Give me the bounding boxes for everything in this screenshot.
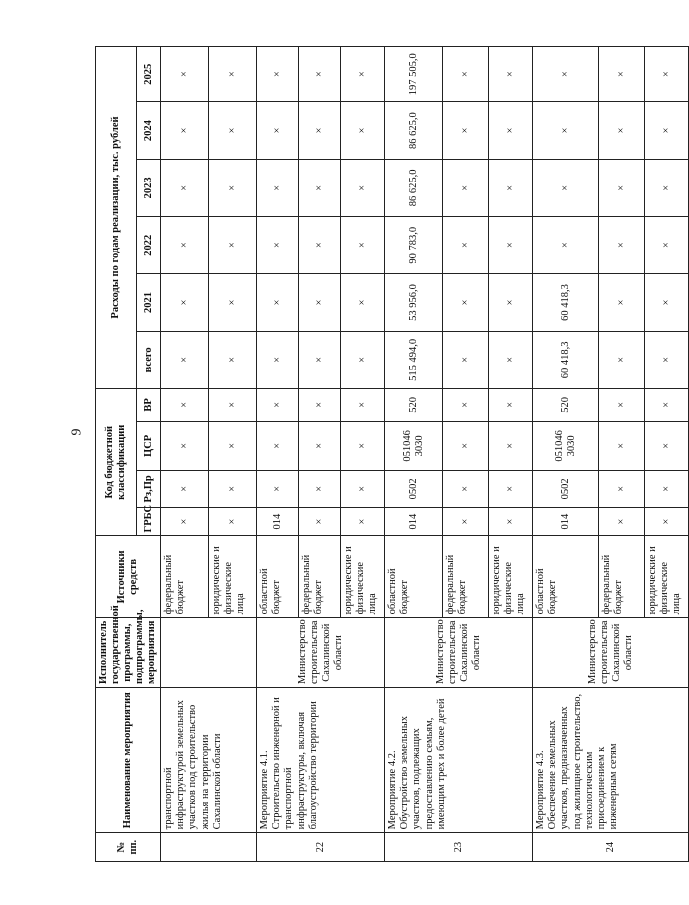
cell-csr: × bbox=[257, 421, 299, 470]
cell-rzpr: 0502 bbox=[385, 470, 443, 507]
table-header bbox=[96, 47, 161, 862]
cell-total: 515 494,0 bbox=[385, 331, 443, 388]
cell-y2022: × bbox=[209, 217, 257, 274]
measure-name: Мероприятие 4.1. Строительство инженерной и транспортной инфраструктуры, включая благоустройство территории bbox=[257, 687, 385, 832]
cell-vr: × bbox=[341, 389, 385, 422]
header-vr: ВР bbox=[137, 389, 161, 422]
cell-y2021: × bbox=[443, 274, 489, 331]
cell-y2025: × bbox=[299, 47, 341, 102]
cell-y2023: 86 625,0 bbox=[385, 159, 443, 216]
cell-grbs: 014 bbox=[385, 507, 443, 536]
cell-vr: × bbox=[299, 389, 341, 422]
cell-total: × bbox=[489, 331, 533, 388]
cell-rzpr: × bbox=[299, 470, 341, 507]
cell-vr: 520 bbox=[385, 389, 443, 422]
cell-vr: × bbox=[209, 389, 257, 422]
funding-source: федеральный бюджет bbox=[299, 536, 341, 618]
cell-vr: × bbox=[161, 389, 209, 422]
cell-y2025: × bbox=[645, 47, 689, 102]
row-number: 24 bbox=[533, 833, 689, 862]
cell-csr: × bbox=[341, 421, 385, 470]
cell-rzpr: × bbox=[443, 470, 489, 507]
budget-table bbox=[95, 46, 689, 862]
funding-source: юридические и физические лица bbox=[341, 536, 385, 618]
cell-csr: 051046 3030 bbox=[533, 421, 599, 470]
cell-vr: × bbox=[443, 389, 489, 422]
cell-csr: × bbox=[489, 421, 533, 470]
cell-y2023: × bbox=[209, 159, 257, 216]
cell-y2024: × bbox=[645, 102, 689, 159]
cell-grbs: × bbox=[299, 507, 341, 536]
cell-y2021: × bbox=[209, 274, 257, 331]
header-grbs: ГРБС bbox=[137, 507, 161, 536]
cell-y2024: × bbox=[443, 102, 489, 159]
cell-y2025: × bbox=[533, 47, 599, 102]
cell-total: × bbox=[443, 331, 489, 388]
row-number: 23 bbox=[385, 833, 533, 862]
cell-y2021: × bbox=[489, 274, 533, 331]
cell-csr: × bbox=[299, 421, 341, 470]
cell-y2022: × bbox=[299, 217, 341, 274]
executor: Министерство строительства Сахалинской области bbox=[385, 618, 533, 688]
funding-source: юридические и физические лица bbox=[489, 536, 533, 618]
cell-csr: × bbox=[209, 421, 257, 470]
cell-y2021: 53 956,0 bbox=[385, 274, 443, 331]
cell-y2025: × bbox=[489, 47, 533, 102]
executor bbox=[161, 618, 257, 688]
header-num: № пп. bbox=[96, 833, 161, 862]
cell-y2022: × bbox=[645, 217, 689, 274]
cell-grbs: × bbox=[645, 507, 689, 536]
cell-total: × bbox=[299, 331, 341, 388]
measure-name: транспортной инфраструктурой земельных участков под строительство жилья на территории Сахалинской области bbox=[161, 687, 257, 832]
cell-rzpr: × bbox=[257, 470, 299, 507]
cell-y2025: × bbox=[341, 47, 385, 102]
cell-total: × bbox=[257, 331, 299, 388]
header-2024: 2024 bbox=[137, 102, 161, 159]
header-expenses: Расходы по годам реализации, тыс. рублей bbox=[96, 47, 137, 389]
table-row bbox=[161, 47, 209, 862]
table-row bbox=[533, 47, 599, 862]
cell-rzpr: × bbox=[599, 470, 645, 507]
cell-grbs: × bbox=[161, 507, 209, 536]
cell-total: × bbox=[161, 331, 209, 388]
funding-source: областной бюджет bbox=[533, 536, 599, 618]
cell-grbs: × bbox=[341, 507, 385, 536]
measure-name: Мероприятие 4.3. Обеспечение земельных участков, предназначенных под жилищное строительство, технологическим присоединением к инженерным сетям bbox=[533, 687, 689, 832]
cell-vr: × bbox=[489, 389, 533, 422]
cell-vr: × bbox=[645, 389, 689, 422]
cell-y2024: × bbox=[209, 102, 257, 159]
cell-rzpr: × bbox=[645, 470, 689, 507]
cell-y2022: × bbox=[443, 217, 489, 274]
cell-csr: 051046 3030 bbox=[385, 421, 443, 470]
cell-y2025: 197 505,0 bbox=[385, 47, 443, 102]
cell-y2025: × bbox=[257, 47, 299, 102]
cell-y2023: × bbox=[533, 159, 599, 216]
cell-grbs: × bbox=[599, 507, 645, 536]
cell-y2021: × bbox=[599, 274, 645, 331]
cell-y2023: × bbox=[645, 159, 689, 216]
funding-source: областной бюджет bbox=[257, 536, 299, 618]
funding-source: федеральный бюджет bbox=[599, 536, 645, 618]
header-sources: Источники средств bbox=[96, 536, 161, 618]
cell-total: 60 418,3 bbox=[533, 331, 599, 388]
cell-y2025: × bbox=[599, 47, 645, 102]
cell-y2021: × bbox=[299, 274, 341, 331]
cell-vr: 520 bbox=[533, 389, 599, 422]
cell-grbs: 014 bbox=[257, 507, 299, 536]
cell-y2024: × bbox=[299, 102, 341, 159]
header-csr: ЦСР bbox=[137, 421, 161, 470]
cell-rzpr: × bbox=[161, 470, 209, 507]
cell-rzpr: × bbox=[341, 470, 385, 507]
cell-y2022: × bbox=[599, 217, 645, 274]
funding-source: юридические и физические лица bbox=[209, 536, 257, 618]
cell-y2022: × bbox=[341, 217, 385, 274]
cell-grbs: 014 bbox=[533, 507, 599, 536]
cell-grbs: × bbox=[489, 507, 533, 536]
cell-y2024: × bbox=[489, 102, 533, 159]
cell-csr: × bbox=[599, 421, 645, 470]
cell-total: × bbox=[209, 331, 257, 388]
cell-y2024: × bbox=[599, 102, 645, 159]
cell-y2021: 60 418,3 bbox=[533, 274, 599, 331]
cell-total: × bbox=[599, 331, 645, 388]
cell-y2023: × bbox=[341, 159, 385, 216]
cell-y2023: × bbox=[489, 159, 533, 216]
cell-y2021: × bbox=[257, 274, 299, 331]
cell-y2022: × bbox=[533, 217, 599, 274]
header-total: всего bbox=[137, 331, 161, 388]
header-name: Наименование мероприятия bbox=[96, 687, 161, 832]
cell-y2024: × bbox=[341, 102, 385, 159]
cell-y2024: × bbox=[257, 102, 299, 159]
cell-y2023: × bbox=[443, 159, 489, 216]
cell-vr: × bbox=[257, 389, 299, 422]
page-number: 9 bbox=[69, 428, 85, 436]
cell-y2022: × bbox=[257, 217, 299, 274]
header-2022: 2022 bbox=[137, 217, 161, 274]
header-2021: 2021 bbox=[137, 274, 161, 331]
executor: Министерство строительства Сахалинской области bbox=[533, 618, 689, 688]
cell-csr: × bbox=[161, 421, 209, 470]
funding-source: областной бюджет bbox=[385, 536, 443, 618]
table-row bbox=[385, 47, 443, 862]
cell-y2021: × bbox=[645, 274, 689, 331]
cell-rzpr: × bbox=[209, 470, 257, 507]
cell-csr: × bbox=[645, 421, 689, 470]
cell-grbs: × bbox=[209, 507, 257, 536]
cell-y2023: × bbox=[299, 159, 341, 216]
cell-y2023: × bbox=[161, 159, 209, 216]
cell-y2024: 86 625,0 bbox=[385, 102, 443, 159]
cell-y2022: 90 783,0 bbox=[385, 217, 443, 274]
row-number: 22 bbox=[257, 833, 385, 862]
cell-y2025: × bbox=[161, 47, 209, 102]
cell-y2025: × bbox=[209, 47, 257, 102]
cell-y2022: × bbox=[489, 217, 533, 274]
funding-source: юридические и физические лица bbox=[645, 536, 689, 618]
cell-y2021: × bbox=[341, 274, 385, 331]
table-row bbox=[257, 47, 299, 862]
cell-y2024: × bbox=[161, 102, 209, 159]
cell-csr: × bbox=[443, 421, 489, 470]
header-2023: 2023 bbox=[137, 159, 161, 216]
cell-y2023: × bbox=[257, 159, 299, 216]
cell-rzpr: 0502 bbox=[533, 470, 599, 507]
cell-y2024: × bbox=[533, 102, 599, 159]
header-executor: Исполнитель государственной программы, подпрограммы, мероприятия bbox=[96, 618, 161, 688]
rotated-table-container bbox=[95, 46, 683, 862]
funding-source: федеральный бюджет bbox=[443, 536, 489, 618]
cell-grbs: × bbox=[443, 507, 489, 536]
funding-source: федеральный бюджет bbox=[161, 536, 209, 618]
cell-y2022: × bbox=[161, 217, 209, 274]
cell-total: × bbox=[645, 331, 689, 388]
cell-total: × bbox=[341, 331, 385, 388]
table-body bbox=[161, 47, 689, 862]
cell-vr: × bbox=[599, 389, 645, 422]
cell-y2025: × bbox=[443, 47, 489, 102]
cell-y2021: × bbox=[161, 274, 209, 331]
header-budget-code: Код бюджетной классификации bbox=[96, 389, 137, 536]
executor: Министерство строительства Сахалинской области bbox=[257, 618, 385, 688]
header-2025: 2025 bbox=[137, 47, 161, 102]
cell-y2023: × bbox=[599, 159, 645, 216]
header-rzpr: Рз,Пр bbox=[137, 470, 161, 507]
measure-name: Мероприятие 4.2. Обустройство земельных участков, подлежащих предоставлению семьям, имеющим трех и более детей bbox=[385, 687, 533, 832]
row-number bbox=[161, 833, 257, 862]
cell-rzpr: × bbox=[489, 470, 533, 507]
